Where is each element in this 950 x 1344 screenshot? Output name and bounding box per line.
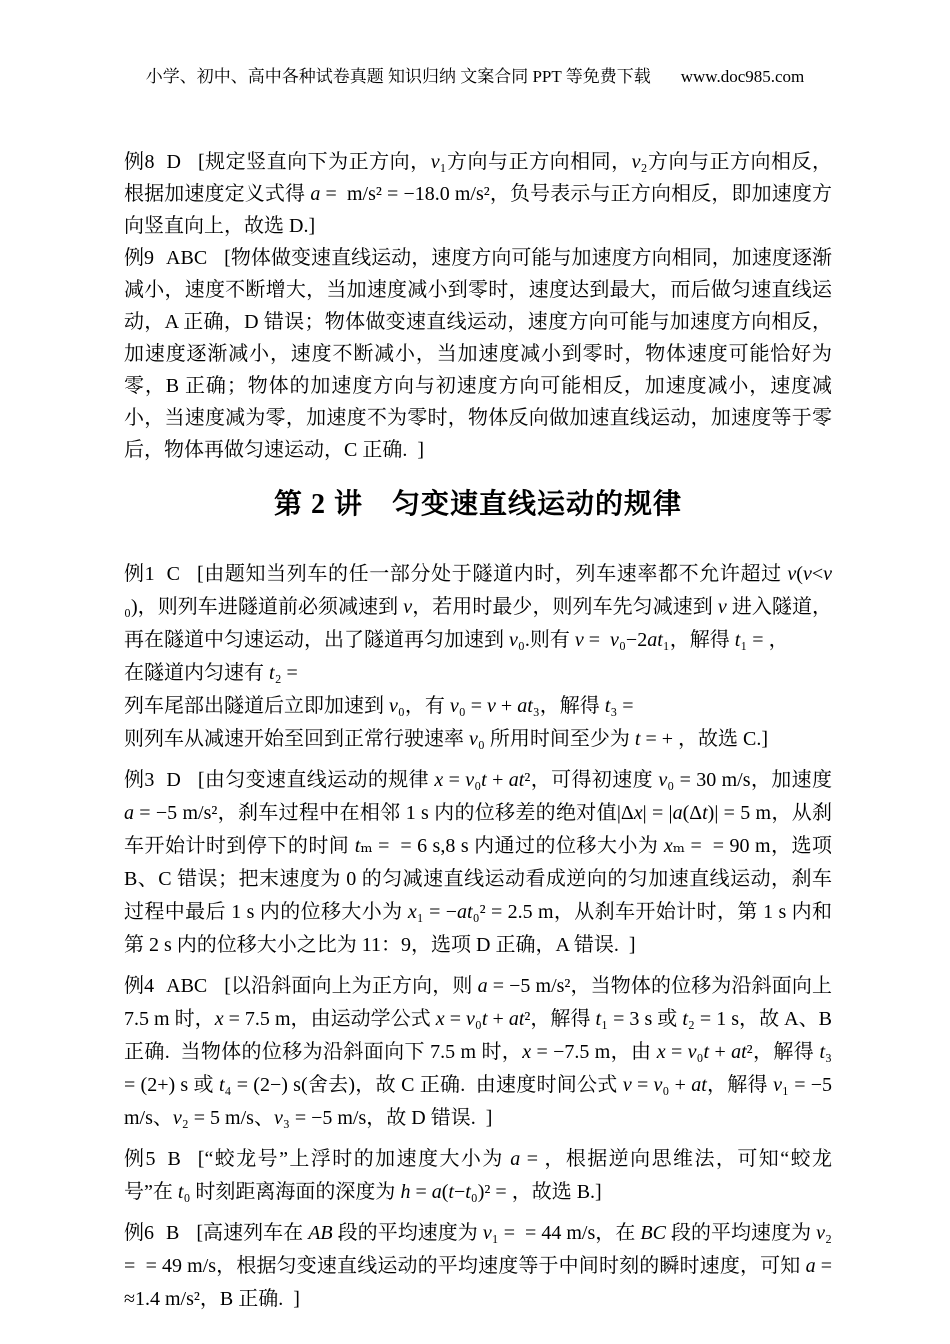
- header-site-url: www.doc985.com: [680, 67, 805, 86]
- solution-line-total-time: 则列车从减速开始至回到正常行驶速率 v₀ 所用时间至少为 t = + ，故选 C.]: [124, 728, 768, 750]
- answer-letters: B: [166, 1222, 180, 1244]
- answer-body: [规定竖直向下为正方向，v₁方向与正方向相同，v₂方向与正方向相反，根据加速度定义式得 a = m/s² = −18.0 m/s²，负号表示与正方向相反，即加速度方向竖直向上，故选 D.]: [124, 151, 833, 237]
- answer-body: [物体做变速直线运动，速度方向可能与加速度方向相同，加速度逐渐减小，速度不断增大，当加速度减小到零时，速度达到最大，而后做匀速直线运动，A 正确，D 错误；物体做变速直线运动，速度方向可能与加速度方向相反，加速度逐渐减小，速度不断减小，当加速度减小到零时，物体速度可能恰好为零，B 正确；物体的加速度方向与初速度方向可能相反，加速度减小，速度减小，当速度减为零，加速度不为零时，物体反向做加速直线运动，加速度等于零后，物体再做匀速运动，C 正确. ]: [124, 247, 832, 461]
- example-label: 例6: [124, 1222, 155, 1244]
- document-body: [124, 146, 838, 1316]
- answer-example-6: [124, 1217, 838, 1316]
- answer-letters: B: [167, 1148, 181, 1170]
- answer-letters: D: [166, 151, 181, 173]
- answer-example-8: [124, 146, 832, 242]
- answer-letters: ABC: [166, 975, 208, 997]
- answer-letters: ABC: [166, 247, 208, 269]
- answer-body: [“蛟龙号”上浮时的加速度大小为 a = ，根据逆向思维法，可知“蛟龙号”在 t₀ 时刻距离海面的深度为 h = a(t−t₀)² = ，故选 B.]: [124, 1148, 833, 1203]
- answer-example-4: [124, 970, 838, 1135]
- solution-line-t2: 在隧道内匀速有 t₂ =: [124, 662, 298, 684]
- answer-body: [由匀变速直线运动的规律 x = v₀t + at²，可得初速度 v₀ = 30 m/s，加速度 a = −5 m/s²，刹车过程中在相邻 1 s 内的位移差的绝对值|Δx| = |a(Δt)| = 5 m，从刹车开始计时到停下的时间 tₘ = = 6 s,8 s 内通过的位移大小为 xₘ = = 90 m，选项 B、C 错误；把末速度为 0 的匀减速直线运动看成逆向的匀加速直线运动，刹车过程中最后 1 s 内的位移大小为 x₁ = −at₀² = 2.5 m，从刹车开始计时，第 1 s 内和第 2 s 内的位移大小之比为 11：9，选项 D 正确，A 错误. ]: [124, 769, 838, 956]
- example-label: 例8: [124, 151, 155, 173]
- section-heading: 第 2 讲 匀变速直线运动的规律: [273, 489, 682, 520]
- answer-body: [高速列车在 AB 段的平均速度为 v₁ = = 44 m/s，在 BC 段的平均速度为 v₂ = = 49 m/s，根据匀变速直线运动的平均速度等于中间时刻的瞬时速度，可知 a = ≈1.4 m/s²，B 正确. ]: [124, 1222, 838, 1310]
- example-label: 例3: [124, 769, 155, 791]
- solution-line-t3: 列车尾部出隧道后立即加速到 v₀，有 v₀ = v + at₃，解得 t₃ =: [124, 695, 634, 717]
- answer-body: [由题知当列车的任一部分处于隧道内时，列车速率都不允许超过 v(v<v₀)，则列车进隧道前必须减速到 v，若用时最少，则列车先匀减速到 v 进入隧道，再在隧道中匀速运动，出了隧道再匀加速到 v₀.则有 v = v₀−2at₁，解得 t₁ = ，: [124, 563, 833, 651]
- example-label: 例4: [124, 975, 155, 997]
- page-header: [0, 0, 950, 88]
- example-label: 例1: [124, 563, 155, 585]
- answer-letters: D: [166, 769, 181, 791]
- answer-example-3: [124, 764, 838, 962]
- example-label: 例5: [124, 1148, 156, 1170]
- answer-body: [以沿斜面向上为正方向，则 a = −5 m/s²，当物体的位移为沿斜面向上 7.5 m 时，x = 7.5 m，由运动学公式 x = v₀t + at²，解得 t₁ = 3 s 或 t₂ = 1 s，故 A、B 正确. 当物体的位移为沿斜面向下 7.5 m 时，x = −7.5 m，由 x = v₀t + at²，解得 t₃ = (2+) s 或 t₄ = (2−) s(舍去)，故 C 正确. 由速度时间公式 v = v₀ + at，解得 v₁ = −5 m/s、v₂ = 5 m/s、v₃ = −5 m/s，故 D 错误. ]: [124, 975, 838, 1129]
- answer-example-5: [124, 1143, 832, 1209]
- section-lecture-2-answers: [124, 558, 838, 1316]
- answer-example-1: [124, 558, 832, 657]
- answer-example-9: [124, 242, 832, 466]
- header-promo-text: 小学、初中、高中各种试卷真题 知识归纳 文案合同 PPT 等免费下载: [145, 67, 651, 86]
- answer-letters: C: [166, 563, 180, 585]
- example-label: 例9: [124, 247, 155, 269]
